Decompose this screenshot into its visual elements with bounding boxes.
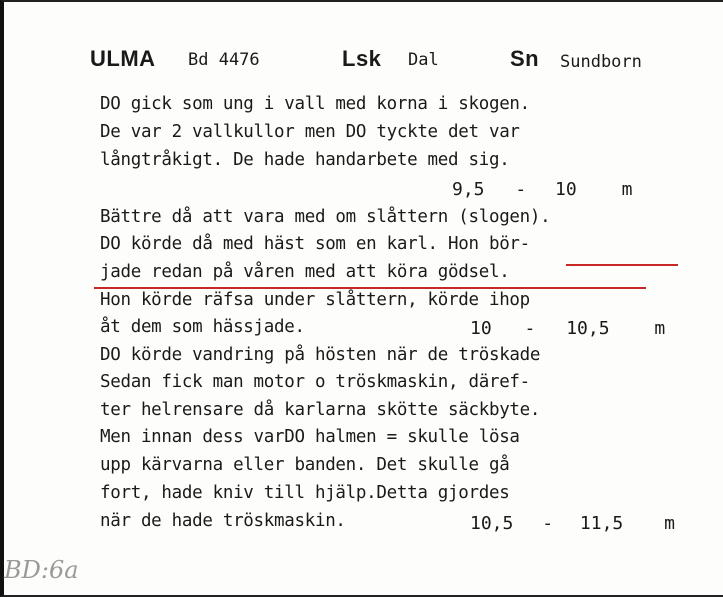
- measure-dash: -: [524, 318, 536, 339]
- measure-dash: -: [542, 513, 554, 534]
- text-line: De var 2 vallkullor men DO tyckte det var: [100, 122, 520, 142]
- text-line: när de hade tröskmaskin.: [100, 511, 346, 531]
- archive-label: ULMA: [90, 46, 156, 71]
- text-line: upp kärvarna eller banden. Det skulle gå: [100, 455, 510, 475]
- text-line: Sedan fick man motor o tröskmaskin, däref-: [100, 372, 530, 392]
- text-line: Men innan dess varDO halmen = skulle lösa: [100, 427, 520, 447]
- text-line: Bättre då att vara med om slåttern (slogen).: [100, 207, 551, 227]
- text-line: DO körde då med häst som en karl. Hon bör-: [100, 234, 530, 254]
- measure-unit: m: [654, 318, 666, 339]
- volume-number: Bd 4476: [188, 50, 260, 70]
- text-line: fort, hade kniv till hjälp.Detta gjordes: [100, 483, 510, 503]
- text-line: Hon körde räfsa under slåttern, körde ihop: [100, 290, 530, 310]
- county-label: Lsk: [342, 46, 382, 71]
- measurement-2: [470, 318, 665, 339]
- measure-unit: m: [621, 179, 633, 200]
- red-underline: [566, 264, 678, 266]
- parish-label: Sn: [510, 46, 540, 71]
- county-value: Dal: [408, 50, 439, 70]
- measure-dash: -: [515, 179, 527, 200]
- measurement-3: [470, 513, 675, 534]
- parish-value: Sundborn: [560, 52, 642, 72]
- measure-to: 11,5: [579, 513, 624, 534]
- text-line: ter helrensare då karlarna skötte säckbyte.: [100, 400, 541, 420]
- measure-to: 10,5: [566, 318, 610, 339]
- red-underline: [94, 287, 646, 289]
- card-header: [4, 46, 723, 78]
- text-line: DO körde vandring på hösten när de tröskade: [100, 345, 541, 365]
- measure-from: 10,5: [470, 513, 514, 534]
- measure-to: 10: [555, 179, 577, 200]
- measure-from: 9,5: [452, 179, 485, 200]
- signum-note: BD:6a: [4, 556, 79, 584]
- text-line: långtråkigt. De hade handarbete med sig.: [100, 150, 510, 170]
- measure-from: 10: [470, 318, 492, 339]
- measure-unit: m: [664, 513, 675, 534]
- measurement-1: [452, 179, 632, 200]
- text-line: DO gick som ung i vall med korna i skogen.: [100, 94, 530, 114]
- text-line: åt dem som hässjade.: [100, 317, 305, 337]
- text-line: jade redan på våren med att köra gödsel.: [100, 262, 510, 282]
